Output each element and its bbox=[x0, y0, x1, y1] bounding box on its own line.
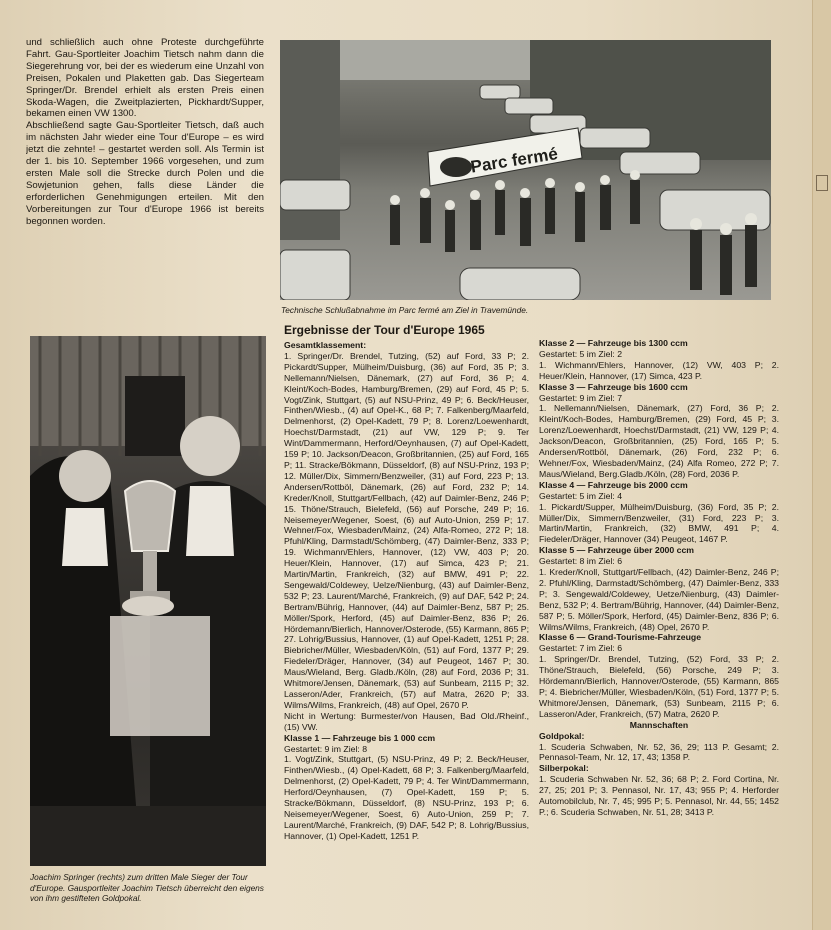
klasse4-gestartet: Gestartet: 5 im Ziel: 4 bbox=[539, 490, 623, 501]
gesamt-text: 1. Springer/Dr. Brendel, Tutzing, (52) auf Ford, 33 P; 2. Pickardt/Supper, Mülheim/Duisburg, (36) auf Ford, 35 P; 3. Nellemann/Nielsen, Dänemark, (27) auf Ford, 36 P; 4. Kleint/Koch-Bodes, Hamburg/Bremen, (29) auf Ford, 45 P; 5. Vogt/Zink, Stuttgart, (5) auf NSU-Prinz, 49 P; 6. Beck/Heuser, Finthen/Wiesb., (4) auf Opel-K., 68 P; 7. Falkenberg/Maarfeld, Delmenhorst, (2) Opel-Kadett, 79 P; 8. Lorenz/Loewenhardt, Hoechst/Darmstadt, (21) auf VW, 129 P; 9. Ter Wint/Dammermann, Herford/Oeynhausen, (7) auf Opel-Kadett, 159 P; 10. Jackson/Deacon, Großbritannien, (25) auf Ford, 165 P; 11. Stracke/Bökmann, Düsseldorf, (8) auf NSU-Prinz, 193 P; 12. Müller/Dix, Simmern/Benzweiler, (31) auf Ford, 223 P; 13. Andersen/Rottböl, Dänemark, (26) auf Ford, 232 P; 14. Kreder/Knoll, Stuttgart/Fellbach, (42) auf Daimler-Benz, 246 P; 15. Thöne/Strauch, Bielefeld, (56) auf Porsche, 249 P; 16. Neisemeyer/Wegener, Soest, (6) auf Auto-Union, 259 P; 17. Wehner/Fox, Wiesbaden/Mainz, (24) Alfa-Romeo, 272 P; 18. Pfuhl/Kling, Darmstadt/Schömberg, (47) Daimler-Benz, 333 P; 19. Wichmann/Ehlers, Hannover, (12) VW, 403 P; 20. Heuer/Klein, Hannover, (17) auf Simca, 423 P; 21. Martin/Martin, Frankreich, (32) auf BMW, 491 P; 22. Sengewald/Coldewey, Uelze/Nienburg, (43) auf Daimler-Benz, 532 P; 23. Laurent/Marché, Frankreich, (9) auf DAF, 542 P; 24. Bertram/Bührig, Hannover, (44) auf Daimler-Benz, 587 P; 25. Möller/Spork, Herford, (45) auf Daimler-Benz, 836 P; 26. Hördemann/Bierlich, Hannover/Osterode, (55) Karmann, 865 P; 27. Lohrig/Bussius, Hannover, (1) auf Opel-Kadett, 1251 P; 28. Biebricher/Müller, Wiesbaden/Köln, (51) auf Ford, 1377 P; 29. Fiedeler/Dräger, Hannover, (34) auf Peugeot, 1467 P; 30. Maus/Wieland, Berg. Gladb./Köln, (28) auf Ford, 2036 P; 31. Whitmore/Jensen, Dänemark, (53) auf Sunbeam, 2115 P; 32. Lasseron/Ader, Frankreich, (57) auf Matra, 2620 P; 33. Wilms/Wilms, Frankreich, (48) auf Opel, 2670 P. bbox=[284, 350, 529, 710]
klasse1-heading: Klasse 1 — Fahrzeuge bis 1 000 ccm bbox=[284, 732, 436, 743]
klasse4-heading: Klasse 4 — Fahrzeuge bis 2000 ccm bbox=[539, 479, 688, 490]
mannschaften-heading: Mannschaften bbox=[629, 719, 689, 730]
klasse1-gestartet: Gestartet: 9 im Ziel: 8 bbox=[284, 743, 368, 754]
page-edge-mark bbox=[816, 175, 828, 191]
page-edge-right bbox=[812, 0, 831, 930]
silberpokal-heading: Silberpokal: bbox=[539, 763, 589, 774]
silberpokal-text: 1. Scuderia Schwaben Nr. 52, 36; 68 P; 2. Ford Cortina, Nr. 27, 25; 201 P; 3. Pennasol, Nr. 17, 43; 955 P; 4. Herforder Automobilclub, Nr. 7, 45; 995 P; 5. Pennasol, Nr. 44, 55; 1452 P.; 6. Scuderia Schwaben, Nr. 51, 28; 3413 P. bbox=[539, 774, 779, 817]
klasse4-text: 1. Pickardt/Supper, Mülheim/Duisburg, (36) Ford, 35 P; 2. Müller/Dix, Simmern/Benzweiler, (31) Ford, 223 P; 3. Martin/Martin, Frankreich, (32) BMW, 491 P; 4. Fiedeler/Dräger, Hannover (34) Peugeot, 1467 P. bbox=[539, 501, 779, 545]
award-ceremony-caption: Joachim Springer (rechts) zum dritten Male Sieger der Tour d'Europe. Gausportleiter Joachim Tietsch überreicht den eigens von ihm gestifteten Goldpokal. bbox=[30, 872, 264, 904]
gesamt-heading: Gesamtklassement: bbox=[284, 340, 367, 350]
article-paragraph-2: Abschließend sagte Gau-Sportleiter Tietsch, daß auch im nächsten Jahr wieder eine Tour d'Europe – es wird jetzt die zehnte! – gestartet werden soll. Als Termin ist der 1. bis 10. September 1966 vorgesehen, und zum ersten Male soll die Strecke durch Polen und die Sowjetunion gehen, falls diese Länder die erforderlichen Genehmigungen erteilen. Mit den Vorbereitungen zur Tour d'Europe 1966 ist bereits begonnen worden. bbox=[26, 120, 264, 227]
award-ceremony-photo-image bbox=[30, 336, 266, 866]
klasse6-gestartet: Gestartet: 7 im Ziel: 6 bbox=[539, 643, 623, 654]
results-column-right bbox=[539, 338, 779, 930]
nicht-in-wertung: Nicht in Wertung: Burmester/von Hausen, Bad Old./Rheinf., (15) VW. bbox=[284, 710, 529, 732]
klasse2-text: 1. Wichmann/Ehlers, Hannover, (12) VW, 403 P; 2. Heuer/Klein, Hannover, (17) Simca, 423 P. bbox=[539, 359, 779, 381]
klasse5-gestartet: Gestartet: 8 im Ziel: 6 bbox=[539, 556, 623, 567]
goldpokal-text: 1. Scuderia Schwaben, Nr. 52, 36, 29; 113 P. Gesamt; 2. Pennasol-Team, Nr. 12, 17, 43; 1358 P. bbox=[539, 741, 779, 763]
klasse3-heading: Klasse 3 — Fahrzeuge bis 1600 ccm bbox=[539, 381, 688, 392]
award-ceremony-photo bbox=[30, 336, 266, 866]
klasse5-text: 1. Kreder/Knoll, Stuttgart/Fellbach, (42) Daimler-Benz, 246 P; 2. Pfuhl/Kling, Darmstadt/Schömberg, (47) Daimler-Benz, 333 P; 3. Sengewald/Coldewey, Uetze/Nienburg, (43) Daimler-Benz, 532 P; 4. Bertram/Bührig, Hannover, (44) Daimler-Benz, 587 P; 5. Möller/Spork, Herford, (45) Daimler-Benz, 836 P; 6. Wilms/Wilms, Frankreich, (48) Opel, 2670 P. bbox=[539, 567, 779, 632]
parc-ferme-caption: Technische Schlußabnahme im Parc fermé am Ziel in Travemünde. bbox=[281, 305, 529, 315]
parc-ferme-banner-text: Parc fermé bbox=[469, 144, 560, 177]
parc-ferme-photo bbox=[280, 40, 771, 300]
parc-ferme-photo-image bbox=[280, 40, 771, 300]
klasse6-heading: Klasse 6 — Grand-Tourisme-Fahrzeuge bbox=[539, 632, 702, 643]
results-column-left bbox=[284, 340, 529, 930]
klasse6-text: 1. Springer/Dr. Brendel, Tutzing, (52) Ford, 33 P; 2. Thöne/Strauch, Bielefeld, (56) Porsche, 249 P; 3. Hördemann/Bierlich, Hannover/Osterode, (55) Karmann, 865 P; 4. Biebricher/Müller, Wiesbaden/Köln, (51) Ford, 1377 P; 5. Whitmore/Jensen, Dänemark, (53) Sunbeam, 2115 P; 6. Lasseron/Ader, Frankreich, (57) Matra, 2620 P. bbox=[539, 654, 779, 719]
results-title: Ergebnisse der Tour d'Europe 1965 bbox=[284, 323, 485, 337]
klasse3-text: 1. Nellemann/Nielsen, Dänemark, (27) Ford, 36 P; 2. Kleint/Koch-Bodes, Hamburg/Bremen, (29) Ford, 45 P; 3. Lorenz/Loewenhardt, Hoechst/Darmstadt, (21) VW, 129 P; 4. Jackson/Deacon, Großbritannien, (25) Ford, 165 P; 5. Andersen/Rottböl, Dänemark, (26) Ford, 232 P; 6. Wehner/Fox, Wiesbaden/Mainz, (24) Alfa Romeo, 272 P; 7. Maus/Wieland, Berg.Gladb./Köln, (28) Ford, 2036 P. bbox=[539, 403, 779, 479]
klasse2-heading: Klasse 2 — Fahrzeuge bis 1300 ccm bbox=[539, 338, 688, 348]
klasse1-text: 1. Vogt/Zink, Stuttgart, (5) NSU-Prinz, 49 P; 2. Beck/Heuser, Finthen/Wiesb., (4) Opel-Kadett, 68 P; 3. Falkenberg/Maarfeld, Delmenhorst, (2) Opel-Kadett, 79 P; 4. Ter Wint/Dammermann, Herford/Oeynhausen, (7) Opel-Kadett, 159 P; 5. Stracke/Bökmann, Düsseldorf, (8) NSU-Prinz, 193 P; 6. Neisemeyer/Wegener, Soest, 6) Auto-Union, 259 P; 7. Laurent/Marché, Frankreich, (9) DAF, 542 P; 8. Lohrig/Bussius, Hannover, (1) Opel-Kadett, 1251 P. bbox=[284, 754, 529, 841]
klasse2-gestartet: Gestartet: 5 im Ziel: 2 bbox=[539, 348, 623, 359]
article-text-left bbox=[26, 37, 264, 317]
klasse5-heading: Klasse 5 — Fahrzeuge über 2000 ccm bbox=[539, 545, 695, 556]
goldpokal-heading: Goldpokal: bbox=[539, 730, 585, 741]
klasse3-gestartet: Gestartet: 9 im Ziel: 7 bbox=[539, 392, 623, 403]
article-paragraph-1: und schließlich auch ohne Proteste durchgeführte Fahrt. Gau-Sportleiter Joachim Tietsch nahm dann die Siegerehrung vor, bei der es wiederum eine Unzahl von Preisen, Pokalen und Plaketten gab. Das Siegerteam Springer/Dr. Brendel erhielt als ersten Preis einen Skoda-Wagen, die Zweitplazierten, Pickhardt/Supper, bekamen einen VW 1300. bbox=[26, 37, 264, 120]
